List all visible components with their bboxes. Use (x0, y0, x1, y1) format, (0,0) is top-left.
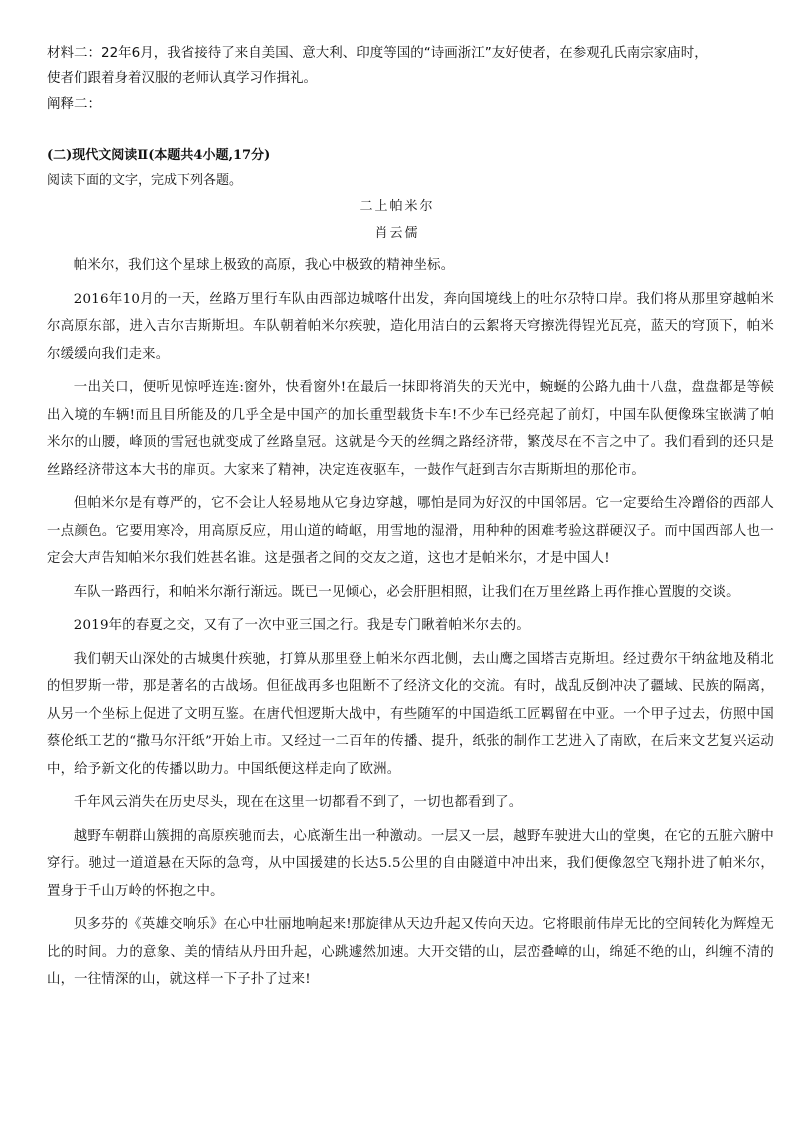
article-paragraph: 但帕米尔是有尊严的，它不会让人轻易地从它身边穿越，哪怕是同为好汉的中国邻居。它一定要给生冷蹭俗的西部人一点颜色。它要用寒冷，用高原反应，用山道的崎岖，用雪地的湿滑，用种种的困难考验这群硬汉子。而中国西部人也一定会大声告知帕米尔我们姓甚名谁。这是强者之间的交友之道，这也才是帕米尔，才是中国人! (47, 496, 774, 566)
article-paragraph: 越野车朝群山簇拥的高原疾驰而去，心底渐生出一种激动。一层又一层，越野车驶进大山的堂奥，在它的五脏六腑中穿行。驰过一道道悬在天际的急弯，从中国援建的长达5.5公里的自由隧道中冲出来，我们便像忽空飞翔扑进了帕米尔，置身于千山万岭的怀抱之中。 (47, 828, 774, 899)
article-body (47, 252, 774, 1000)
article-author: 肖云儒 (374, 226, 420, 241)
interpretation-two-label: 阐释二： (47, 96, 101, 112)
material-two-line-1: 材料二：22年6月，我省接待了来自美国、意大利、印度等国的“诗画浙江”友好使者，在参观孔氏南宗家庙时， (47, 45, 708, 61)
article-paragraph: 贝多芬的《英雄交响乐》在心中壮丽地响起来!那旋律从天边升起又传向天边。它将眼前伟岸无比的空间转化为辉煌无比的时间。力的意象、美的情结从丹田升起，心跳遽然加速。大开交错的山，层峦叠嶂的山，绵延不绝的山，纠缠不清的山，一往情深的山，就这样一下子扑了过来! (47, 917, 774, 987)
section-title: (二)现代文阅读Ⅱ(本题共4小题,17分) (47, 148, 271, 163)
article-paragraph: 一出关口，便听见惊呼连连:窗外，快看窗外!在最后一抹即将消失的天光中，蜿蜒的公路九曲十八盘，盘盘都是等候出入境的车辆!而且目所能及的几乎全是中国产的加长重型载货卡车!不少车已经亮起了前灯，中国车队便像珠宝嵌满了帕米尔的山腰，峰顶的雪冠也就变成了丝路皇冠。这就是今天的丝绸之路经济带，繁茂尽在不言之中了。我们看到的还只是丝路经济带这本大书的扉页。大家来了精神，决定连夜驱车，一鼓作气赶到吉尔吉斯斯坦的那伦市。 (47, 380, 774, 478)
article-paragraph: 帕米尔，我们这个星球上极致的高原，我心中极致的精神坐标。 (73, 258, 455, 273)
article-paragraph: 我们朝天山深处的古城奥什疾驰，打算从那里登上帕米尔西北侧，去山鹰之国塔吉克斯坦。经过费尔干纳盆地及稍北的怛罗斯一带，那是著名的古战场。但征战再多也阻断不了经济文化的交流。有时，战乱反倒冲决了疆域、民族的隔离，从另一个坐标上促进了文明互鉴。在唐代怛逻斯大战中，有些随军的中国造纸工匠羁留在中亚。一个甲子过去，仿照中国蔡伦纸工艺的“撒马尔汗纸”开始上市。又经过一二百年的传播、提升，纸张的制作工艺进入了南欧，在后来文艺复兴运动中，给予新文化的传播以助力。中国纸便这样走向了欧洲。 (47, 651, 774, 777)
article-paragraph: 2016年10月的一天，丝路万里行车队由西部边城喀什出发，奔向国境线上的吐尔尕特口岸。我们将从那里穿越帕米尔高原东部，进入吉尔吉斯斯坦。车队朝着帕米尔疾驶，造化用洁白的云絮将天穹擦洗得锃光瓦亮，蓝天的穹顶下，帕米尔缓缓向我们走来。 (47, 291, 774, 362)
article-paragraph: 千年风云消失在历史尽头，现在在这里一切都看不到了，一切也都看到了。 (73, 795, 523, 810)
article-title: 二上帕米尔 (359, 199, 435, 214)
article-paragraph: 2019年的春夏之交，又有了一次中亚三国之行。我是专门瞅着帕米尔去的。 (73, 618, 530, 633)
material-two-line-2: 使者们跟着身着汉服的老师认真学习作揖礼。 (47, 70, 317, 86)
reading-instruction: 阅读下面的文字，完成下列各题。 (47, 173, 243, 188)
article-paragraph: 车队一路西行，和帕米尔渐行渐远。既已一见倾心，必会肝胆相照，让我们在万里丝路上再作推心置腹的交谈。 (73, 584, 740, 600)
